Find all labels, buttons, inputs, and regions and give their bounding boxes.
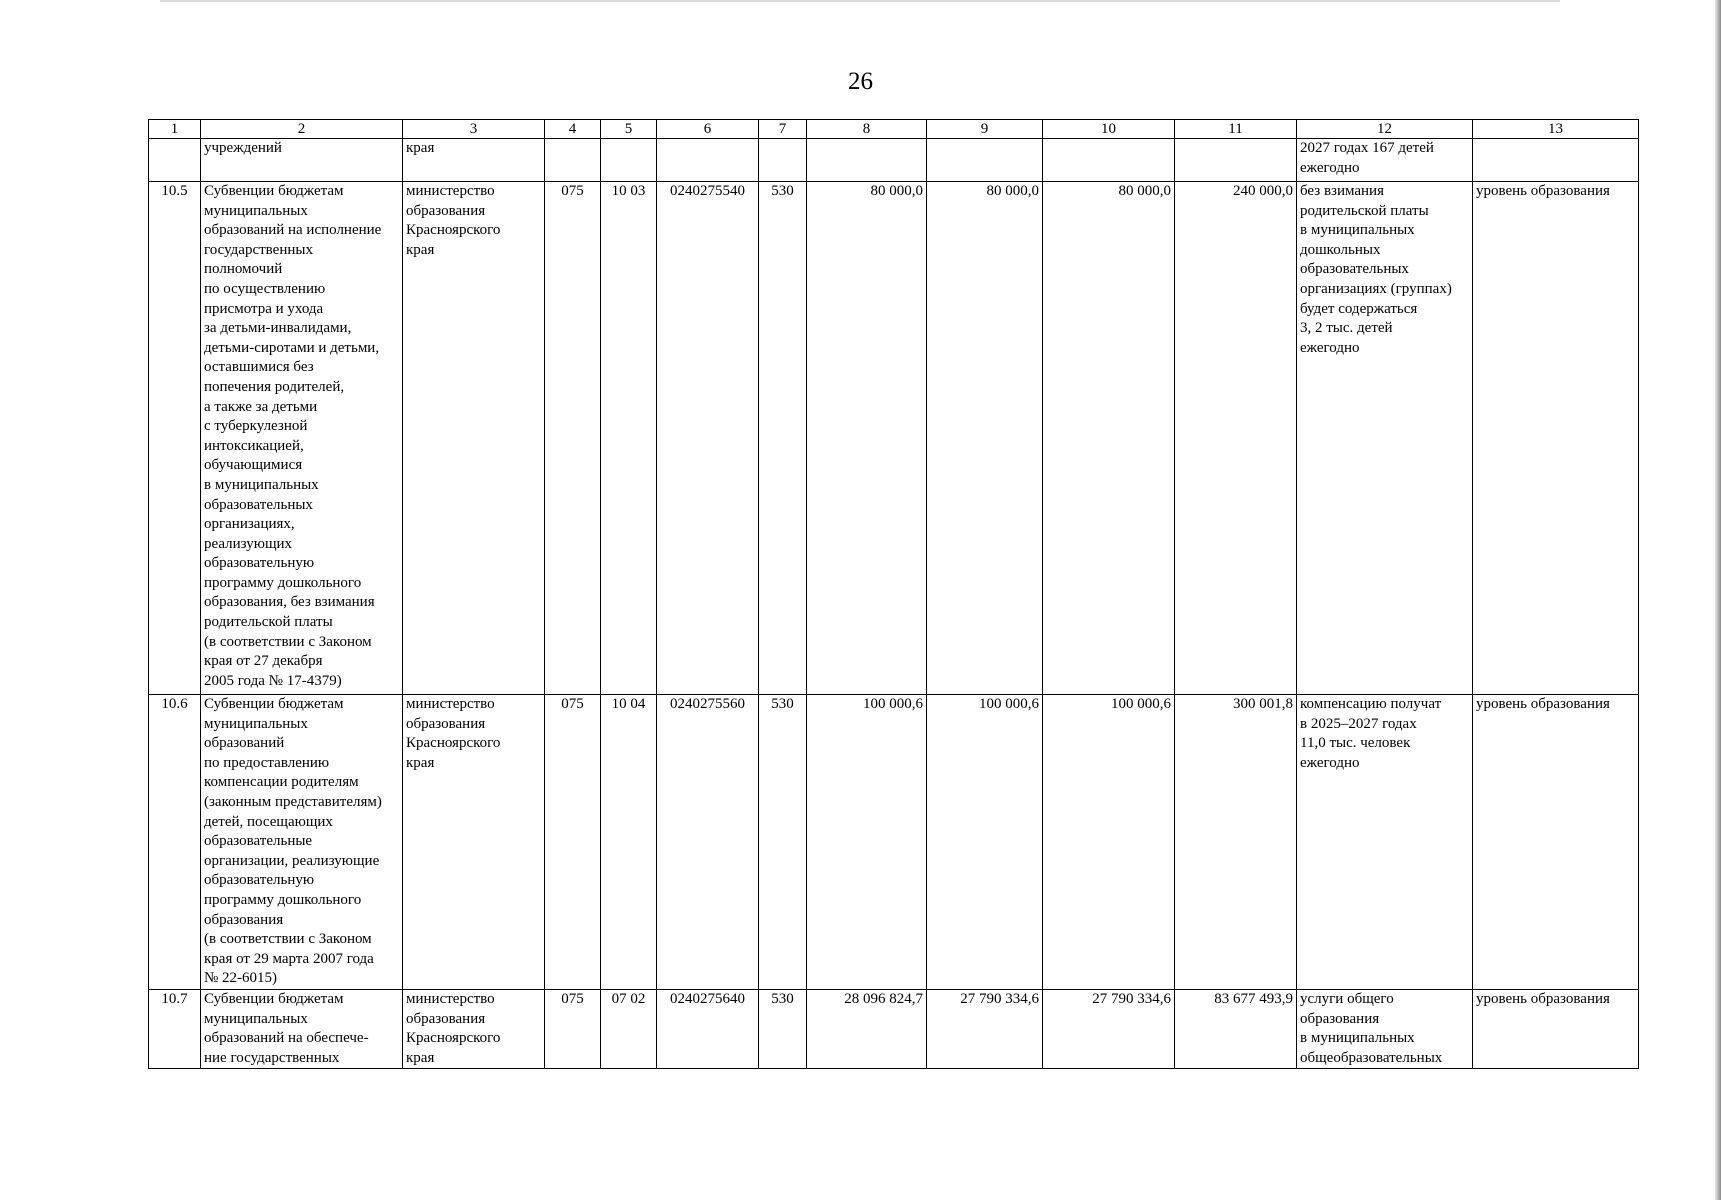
cell-text: края — [406, 140, 435, 156]
column-header: 1 — [149, 120, 201, 139]
cell-csr: 0240275560 — [657, 695, 759, 990]
cell-text: компенсацию получат в 2025–2027 годах 11,0 тыс. человек ежегодно — [1300, 696, 1442, 771]
cell-result — [1297, 989, 1473, 1068]
cell-y2025: 80 000,0 — [807, 182, 927, 695]
cell-text: Субвенции бюджетам муниципальных образований на обеспече- ние государственных — [204, 990, 369, 1066]
cell-grbs: 075 — [545, 182, 601, 695]
cell-y2027: 100 000,6 — [1043, 695, 1175, 990]
cell-total: 240 000,0 — [1175, 182, 1297, 695]
cell-rzpr: 10 03 — [601, 182, 657, 695]
cell-empty — [759, 139, 807, 182]
cell-empty — [1043, 139, 1175, 182]
scan-artifact-edge — [1715, 0, 1721, 1200]
cell-total: 83 677 493,9 — [1175, 989, 1297, 1068]
cell-admin — [403, 182, 545, 695]
cell-grbs: 075 — [545, 695, 601, 990]
cell-vr: 530 — [759, 182, 807, 695]
cell-grbs: 075 — [545, 989, 601, 1068]
cell-num: 10.6 — [149, 695, 201, 990]
cell-num: 10.5 — [149, 182, 201, 695]
cell-y2026: 100 000,6 — [927, 695, 1043, 990]
cell-text: Субвенции бюджетам муниципальных образований по предоставлению компенсации родителям (законным представителям) детей, посещающих образовательные организации, реализующие образовательную программу дошкольного образования (в соответствии с Законом края от 29 марта 2007 года № 22-6015) — [204, 696, 382, 987]
cell-y2025: 28 096 824,7 — [807, 989, 927, 1068]
cell-csr: 0240275640 — [657, 989, 759, 1068]
column-header: 4 — [545, 120, 601, 139]
cell-rzpr: 10 04 — [601, 695, 657, 990]
cell-empty — [601, 139, 657, 182]
cell-level: уровень образования — [1473, 182, 1639, 695]
cell-y2025: 100 000,6 — [807, 695, 927, 990]
cell-y2027: 27 790 334,6 — [1043, 989, 1175, 1068]
cell-total: 300 001,8 — [1175, 695, 1297, 990]
cell-name — [201, 182, 403, 695]
cell-text: 2027 годах 167 детей ежегодно — [1300, 140, 1434, 176]
cell-text: без взимания родительской платы в муниципальных дошкольных образовательных организациях (группах) будет содержаться 3, 2 тыс. детей ежегодно — [1300, 183, 1452, 356]
cell-num — [149, 139, 201, 182]
cell-text: министерство образования Красноярского края — [406, 990, 501, 1066]
column-header: 11 — [1175, 120, 1297, 139]
column-header: 13 — [1473, 120, 1639, 139]
cell-name — [201, 989, 403, 1068]
column-header: 5 — [601, 120, 657, 139]
cell-result — [1297, 139, 1473, 182]
cell-y2026: 27 790 334,6 — [927, 989, 1043, 1068]
cell-empty — [657, 139, 759, 182]
column-header: 8 — [807, 120, 927, 139]
cell-text: услуги общего образования в муниципальных общеобразовательных — [1300, 990, 1443, 1066]
cell-text: учреждений — [204, 140, 282, 156]
cell-name — [201, 139, 403, 182]
column-header: 2 — [201, 120, 403, 139]
cell-num: 10.7 — [149, 989, 201, 1068]
cell-text: министерство образования Красноярского края — [406, 183, 501, 258]
cell-empty — [927, 139, 1043, 182]
table-row-continuation — [149, 139, 1639, 182]
cell-level: уровень образования — [1473, 989, 1639, 1068]
column-header: 12 — [1297, 120, 1473, 139]
budget-table — [148, 119, 1639, 1069]
cell-empty — [545, 139, 601, 182]
cell-result — [1297, 182, 1473, 695]
column-header: 6 — [657, 120, 759, 139]
table-row — [149, 695, 1639, 990]
column-header: 3 — [403, 120, 545, 139]
cell-y2026: 80 000,0 — [927, 182, 1043, 695]
table-row — [149, 989, 1639, 1068]
cell-result — [1297, 695, 1473, 990]
column-header: 9 — [927, 120, 1043, 139]
cell-text: Субвенции бюджетам муниципальных образований на исполнение государственных полномочий по осуществлению присмотра и ухода за детьми-инвалидами, детьми-сиротами и детьми, оставшимися без попечения родителей, а также за детьми с туберкулезной интоксикацией, обучающимися в муниципальных образовательных организациях, реализующих образовательную программу дошкольного образования, без взимания родительской платы (в соответствии с Законом края от 27 декабря 2005 года № 17-4379) — [204, 183, 382, 689]
scan-artifact-top — [160, 0, 1560, 2]
cell-level: уровень образования — [1473, 695, 1639, 990]
table-row — [149, 182, 1639, 695]
cell-vr: 530 — [759, 989, 807, 1068]
cell-y2027: 80 000,0 — [1043, 182, 1175, 695]
cell-csr: 0240275540 — [657, 182, 759, 695]
cell-rzpr: 07 02 — [601, 989, 657, 1068]
cell-text: министерство образования Красноярского края — [406, 696, 501, 771]
cell-admin — [403, 139, 545, 182]
page-number: 26 — [848, 68, 873, 95]
table-header-row — [149, 120, 1639, 139]
cell-empty — [807, 139, 927, 182]
cell-admin — [403, 695, 545, 990]
cell-admin — [403, 989, 545, 1068]
column-header: 7 — [759, 120, 807, 139]
cell-level — [1473, 139, 1639, 182]
cell-empty — [1175, 139, 1297, 182]
cell-vr: 530 — [759, 695, 807, 990]
column-header: 10 — [1043, 120, 1175, 139]
cell-name — [201, 695, 403, 990]
